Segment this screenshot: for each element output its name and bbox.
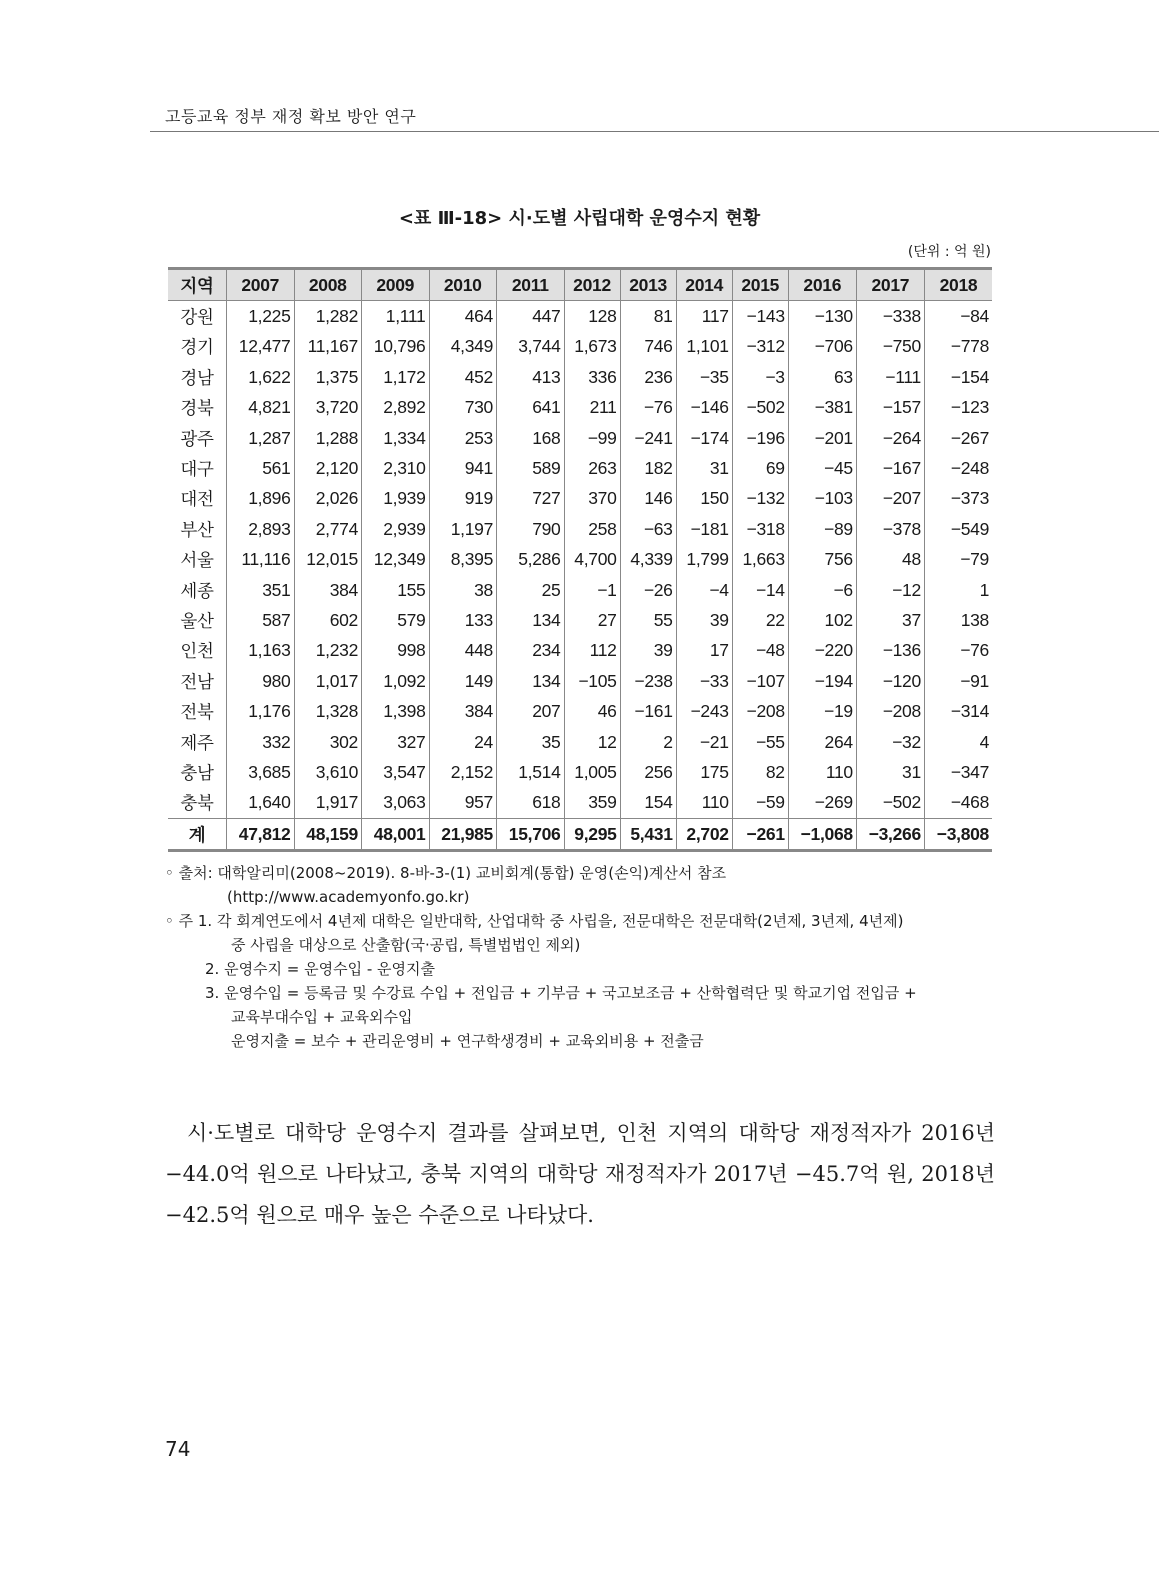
value-cell: 2,310 xyxy=(362,453,430,483)
total-value: 47,812 xyxy=(227,819,295,851)
value-cell: −238 xyxy=(620,666,676,696)
region-cell: 부산 xyxy=(168,514,227,544)
value-cell: 31 xyxy=(856,757,924,787)
value-cell: 175 xyxy=(676,757,732,787)
region-cell: 울산 xyxy=(168,605,227,635)
value-cell: 146 xyxy=(620,484,676,514)
value-cell: 336 xyxy=(564,362,620,392)
value-cell: −241 xyxy=(620,423,676,453)
value-cell: −1 xyxy=(564,575,620,605)
value-cell: −48 xyxy=(732,636,788,666)
value-cell: 82 xyxy=(732,757,788,787)
value-cell: 1,225 xyxy=(227,301,295,332)
total-value: 21,985 xyxy=(429,819,497,851)
value-cell: −76 xyxy=(620,393,676,423)
region-cell: 전남 xyxy=(168,666,227,696)
value-cell: 1,287 xyxy=(227,423,295,453)
value-cell: −314 xyxy=(924,696,992,726)
value-cell: 790 xyxy=(497,514,565,544)
header-region: 지역 xyxy=(168,269,227,301)
value-cell: 46 xyxy=(564,696,620,726)
value-cell: 3,063 xyxy=(362,788,430,819)
value-cell: −269 xyxy=(788,788,856,819)
value-cell: 1,328 xyxy=(294,696,362,726)
value-cell: 81 xyxy=(620,301,676,332)
value-cell: −208 xyxy=(856,696,924,726)
value-cell: −468 xyxy=(924,788,992,819)
note-3-expenditure: 운영지출 = 보수 + 관리운영비 + 연구학생경비 + 교육외비용 + 전출금 xyxy=(231,1032,704,1050)
region-cell: 경북 xyxy=(168,393,227,423)
value-cell: 4,349 xyxy=(429,332,497,362)
value-cell: 3,610 xyxy=(294,757,362,787)
value-cell: 149 xyxy=(429,666,497,696)
value-cell: 602 xyxy=(294,605,362,635)
value-cell: 5,286 xyxy=(497,545,565,575)
value-cell: −161 xyxy=(620,696,676,726)
value-cell: 2,152 xyxy=(429,757,497,787)
header-year: 2016 xyxy=(788,269,856,301)
value-cell: 579 xyxy=(362,605,430,635)
value-cell: −14 xyxy=(732,575,788,605)
value-cell: 941 xyxy=(429,453,497,483)
value-cell: 264 xyxy=(788,727,856,757)
value-cell: −91 xyxy=(924,666,992,696)
header-year: 2014 xyxy=(676,269,732,301)
value-cell: −105 xyxy=(564,666,620,696)
value-cell: −132 xyxy=(732,484,788,514)
value-cell: −248 xyxy=(924,453,992,483)
value-cell: 448 xyxy=(429,636,497,666)
value-cell: 447 xyxy=(497,301,565,332)
value-cell: 10,796 xyxy=(362,332,430,362)
value-cell: −12 xyxy=(856,575,924,605)
value-cell: 211 xyxy=(564,393,620,423)
value-cell: 727 xyxy=(497,484,565,514)
table-header-row xyxy=(168,269,992,301)
value-cell: −502 xyxy=(856,788,924,819)
value-cell: −338 xyxy=(856,301,924,332)
value-cell: −381 xyxy=(788,393,856,423)
region-cell: 서울 xyxy=(168,545,227,575)
region-cell: 경기 xyxy=(168,332,227,362)
value-cell: −130 xyxy=(788,301,856,332)
value-cell: 1,799 xyxy=(676,545,732,575)
value-cell: 17 xyxy=(676,636,732,666)
value-cell: 464 xyxy=(429,301,497,332)
value-cell: 8,395 xyxy=(429,545,497,575)
value-cell: −502 xyxy=(732,393,788,423)
value-cell: 128 xyxy=(564,301,620,332)
table-row xyxy=(168,332,992,362)
value-cell: −84 xyxy=(924,301,992,332)
value-cell: 134 xyxy=(497,605,565,635)
note-2: 2. 운영수지 = 운영수입 - 운영지출 xyxy=(205,960,436,978)
source-note: ◦ 출처: 대학알리미(2008~2019). 8-바-3-(1) 교비회계(통합) 운영(손익)계산서 참조 xyxy=(165,864,727,882)
region-cell: 경남 xyxy=(168,362,227,392)
value-cell: −35 xyxy=(676,362,732,392)
value-cell: 4 xyxy=(924,727,992,757)
value-cell: 182 xyxy=(620,453,676,483)
value-cell: 2,893 xyxy=(227,514,295,544)
value-cell: 31 xyxy=(676,453,732,483)
region-cell: 전북 xyxy=(168,696,227,726)
region-cell: 광주 xyxy=(168,423,227,453)
value-cell: 4,821 xyxy=(227,393,295,423)
value-cell: 1,017 xyxy=(294,666,362,696)
value-cell: −778 xyxy=(924,332,992,362)
table-row xyxy=(168,545,992,575)
value-cell: 134 xyxy=(497,666,565,696)
total-value: 15,706 xyxy=(497,819,565,851)
value-cell: 38 xyxy=(429,575,497,605)
table-row xyxy=(168,575,992,605)
value-cell: −201 xyxy=(788,423,856,453)
value-cell: 332 xyxy=(227,727,295,757)
value-cell: 1,176 xyxy=(227,696,295,726)
value-cell: 3,744 xyxy=(497,332,565,362)
value-cell: −21 xyxy=(676,727,732,757)
value-cell: −318 xyxy=(732,514,788,544)
value-cell: −706 xyxy=(788,332,856,362)
table-row xyxy=(168,301,992,332)
header-year: 2009 xyxy=(362,269,430,301)
region-cell: 충북 xyxy=(168,788,227,819)
total-value: 48,001 xyxy=(362,819,430,851)
region-cell: 대전 xyxy=(168,484,227,514)
value-cell: 1,232 xyxy=(294,636,362,666)
value-cell: 1,288 xyxy=(294,423,362,453)
value-cell: 12 xyxy=(564,727,620,757)
value-cell: −6 xyxy=(788,575,856,605)
value-cell: −107 xyxy=(732,666,788,696)
value-cell: 12,015 xyxy=(294,545,362,575)
value-cell: 35 xyxy=(497,727,565,757)
value-cell: 138 xyxy=(924,605,992,635)
value-cell: 370 xyxy=(564,484,620,514)
table-body xyxy=(168,301,992,851)
header-year: 2010 xyxy=(429,269,497,301)
value-cell: 730 xyxy=(429,393,497,423)
total-value: −261 xyxy=(732,819,788,851)
value-cell: −373 xyxy=(924,484,992,514)
value-cell: 587 xyxy=(227,605,295,635)
value-cell: 102 xyxy=(788,605,856,635)
value-cell: −220 xyxy=(788,636,856,666)
value-cell: −146 xyxy=(676,393,732,423)
note-1: ◦ 주 1. 각 회계연도에서 4년제 대학은 일반대학, 산업대학 중 사립을, 전문대학은 전문대학(2년제, 3년제, 4년제) xyxy=(165,912,904,930)
value-cell: 3,547 xyxy=(362,757,430,787)
value-cell: 234 xyxy=(497,636,565,666)
value-cell: 384 xyxy=(429,696,497,726)
header-year: 2017 xyxy=(856,269,924,301)
value-cell: −143 xyxy=(732,301,788,332)
value-cell: −136 xyxy=(856,636,924,666)
table-notes xyxy=(165,861,995,1053)
total-value: 2,702 xyxy=(676,819,732,851)
table-row xyxy=(168,484,992,514)
value-cell: 263 xyxy=(564,453,620,483)
value-cell: −174 xyxy=(676,423,732,453)
value-cell: −120 xyxy=(856,666,924,696)
value-cell: 48 xyxy=(856,545,924,575)
value-cell: −63 xyxy=(620,514,676,544)
header-year: 2011 xyxy=(497,269,565,301)
value-cell: 110 xyxy=(676,788,732,819)
value-cell: 24 xyxy=(429,727,497,757)
value-cell: 1,640 xyxy=(227,788,295,819)
total-value: −3,808 xyxy=(924,819,992,851)
value-cell: 756 xyxy=(788,545,856,575)
value-cell: 112 xyxy=(564,636,620,666)
header-year: 2018 xyxy=(924,269,992,301)
value-cell: −194 xyxy=(788,666,856,696)
table-row xyxy=(168,727,992,757)
value-cell: 63 xyxy=(788,362,856,392)
total-value: −3,266 xyxy=(856,819,924,851)
value-cell: 561 xyxy=(227,453,295,483)
value-cell: −347 xyxy=(924,757,992,787)
total-value: 48,159 xyxy=(294,819,362,851)
value-cell: 2,939 xyxy=(362,514,430,544)
table-row xyxy=(168,666,992,696)
value-cell: 39 xyxy=(676,605,732,635)
note-3: 3. 운영수입 = 등록금 및 수강료 수입 + 전입금 + 기부금 + 국고보조금 + 산학협력단 및 학교기업 전입금 + xyxy=(205,984,917,1002)
table-row xyxy=(168,423,992,453)
value-cell: 1,375 xyxy=(294,362,362,392)
value-cell: 4,700 xyxy=(564,545,620,575)
header-year: 2012 xyxy=(564,269,620,301)
value-cell: −89 xyxy=(788,514,856,544)
value-cell: 22 xyxy=(732,605,788,635)
value-cell: 957 xyxy=(429,788,497,819)
value-cell: 641 xyxy=(497,393,565,423)
value-cell: 1,514 xyxy=(497,757,565,787)
value-cell: 236 xyxy=(620,362,676,392)
value-cell: −378 xyxy=(856,514,924,544)
value-cell: 3,685 xyxy=(227,757,295,787)
value-cell: 25 xyxy=(497,575,565,605)
value-cell: 2,026 xyxy=(294,484,362,514)
value-cell: −26 xyxy=(620,575,676,605)
value-cell: 69 xyxy=(732,453,788,483)
value-cell: −103 xyxy=(788,484,856,514)
body-paragraph: 시·도별로 대학당 운영수지 결과를 살펴보면, 인천 지역의 대학당 재정적자가 2016년 −44.0억 원으로 나타났고, 충북 지역의 대학당 재정적자가 2017년 −45.7억 원, 2018년 −42.5억 원으로 매우 높은 수준으로 나타났다. xyxy=(165,1121,995,1227)
value-cell: 12,349 xyxy=(362,545,430,575)
region-cell: 대구 xyxy=(168,453,227,483)
value-cell: 2,120 xyxy=(294,453,362,483)
total-row xyxy=(168,819,992,851)
header-year: 2013 xyxy=(620,269,676,301)
value-cell: 2,892 xyxy=(362,393,430,423)
value-cell: 1,622 xyxy=(227,362,295,392)
operating-balance-table xyxy=(168,267,992,852)
header-year: 2007 xyxy=(227,269,295,301)
value-cell: 4,339 xyxy=(620,545,676,575)
value-cell: 1,111 xyxy=(362,301,430,332)
value-cell: 359 xyxy=(564,788,620,819)
value-cell: −123 xyxy=(924,393,992,423)
value-cell: 327 xyxy=(362,727,430,757)
table-row xyxy=(168,757,992,787)
value-cell: 256 xyxy=(620,757,676,787)
value-cell: −45 xyxy=(788,453,856,483)
source-url: (http://www.academyonfo.go.kr) xyxy=(227,888,470,906)
value-cell: −154 xyxy=(924,362,992,392)
value-cell: −196 xyxy=(732,423,788,453)
value-cell: 55 xyxy=(620,605,676,635)
value-cell: 12,477 xyxy=(227,332,295,362)
region-cell: 충남 xyxy=(168,757,227,787)
value-cell: 3,720 xyxy=(294,393,362,423)
value-cell: 1,163 xyxy=(227,636,295,666)
table-title: <표 Ⅲ-18> 시·도별 사립대학 운영수지 현황 xyxy=(398,208,761,229)
header-divider xyxy=(150,131,1159,132)
value-cell: −79 xyxy=(924,545,992,575)
total-value: 5,431 xyxy=(620,819,676,851)
value-cell: 1,101 xyxy=(676,332,732,362)
table-row xyxy=(168,605,992,635)
value-cell: 258 xyxy=(564,514,620,544)
value-cell: −167 xyxy=(856,453,924,483)
value-cell: 207 xyxy=(497,696,565,726)
value-cell: 452 xyxy=(429,362,497,392)
value-cell: 110 xyxy=(788,757,856,787)
value-cell: −111 xyxy=(856,362,924,392)
value-cell: 27 xyxy=(564,605,620,635)
value-cell: −33 xyxy=(676,666,732,696)
value-cell: 919 xyxy=(429,484,497,514)
value-cell: 253 xyxy=(429,423,497,453)
value-cell: −243 xyxy=(676,696,732,726)
value-cell: 155 xyxy=(362,575,430,605)
value-cell: −264 xyxy=(856,423,924,453)
note-3-continued: 교육부대수입 + 교육외수입 xyxy=(231,1008,413,1026)
value-cell: −59 xyxy=(732,788,788,819)
value-cell: 154 xyxy=(620,788,676,819)
value-cell: 39 xyxy=(620,636,676,666)
value-cell: 1,282 xyxy=(294,301,362,332)
value-cell: −32 xyxy=(856,727,924,757)
value-cell: 980 xyxy=(227,666,295,696)
value-cell: −4 xyxy=(676,575,732,605)
value-cell: 589 xyxy=(497,453,565,483)
value-cell: −157 xyxy=(856,393,924,423)
value-cell: −55 xyxy=(732,727,788,757)
value-cell: −181 xyxy=(676,514,732,544)
value-cell: 1,398 xyxy=(362,696,430,726)
value-cell: 133 xyxy=(429,605,497,635)
table-row xyxy=(168,393,992,423)
value-cell: 998 xyxy=(362,636,430,666)
region-cell: 강원 xyxy=(168,301,227,332)
table-row xyxy=(168,788,992,819)
total-value: −1,068 xyxy=(788,819,856,851)
header-year: 2008 xyxy=(294,269,362,301)
value-cell: 11,116 xyxy=(227,545,295,575)
table-row xyxy=(168,453,992,483)
value-cell: −3 xyxy=(732,362,788,392)
value-cell: 37 xyxy=(856,605,924,635)
value-cell: −750 xyxy=(856,332,924,362)
value-cell: 746 xyxy=(620,332,676,362)
value-cell: 302 xyxy=(294,727,362,757)
value-cell: 168 xyxy=(497,423,565,453)
table-row xyxy=(168,362,992,392)
note-1-continued: 중 사립을 대상으로 산출함(국·공립, 특별법법인 제외) xyxy=(231,936,581,954)
value-cell: −312 xyxy=(732,332,788,362)
value-cell: 413 xyxy=(497,362,565,392)
value-cell: 150 xyxy=(676,484,732,514)
value-cell: 1,334 xyxy=(362,423,430,453)
value-cell: 1,092 xyxy=(362,666,430,696)
value-cell: 1,005 xyxy=(564,757,620,787)
value-cell: 11,167 xyxy=(294,332,362,362)
value-cell: −208 xyxy=(732,696,788,726)
value-cell: 1,896 xyxy=(227,484,295,514)
table-row xyxy=(168,636,992,666)
value-cell: 1 xyxy=(924,575,992,605)
value-cell: −76 xyxy=(924,636,992,666)
page-number: 74 xyxy=(165,1437,191,1461)
table-row xyxy=(168,696,992,726)
value-cell: −267 xyxy=(924,423,992,453)
value-cell: −207 xyxy=(856,484,924,514)
value-cell: 384 xyxy=(294,575,362,605)
value-cell: 117 xyxy=(676,301,732,332)
value-cell: 1,939 xyxy=(362,484,430,514)
unit-label: (단위 : 억 원) xyxy=(907,244,991,260)
value-cell: 1,917 xyxy=(294,788,362,819)
value-cell: 618 xyxy=(497,788,565,819)
value-cell: 1,663 xyxy=(732,545,788,575)
value-cell: 1,197 xyxy=(429,514,497,544)
region-cell: 세종 xyxy=(168,575,227,605)
region-cell: 제주 xyxy=(168,727,227,757)
value-cell: 2,774 xyxy=(294,514,362,544)
header-year: 2015 xyxy=(732,269,788,301)
value-cell: −19 xyxy=(788,696,856,726)
value-cell: 351 xyxy=(227,575,295,605)
total-label: 계 xyxy=(168,819,227,851)
value-cell: −99 xyxy=(564,423,620,453)
running-head: 고등교육 정부 재정 확보 방안 연구 xyxy=(165,107,417,126)
table-row xyxy=(168,514,992,544)
value-cell: 2 xyxy=(620,727,676,757)
value-cell: −549 xyxy=(924,514,992,544)
region-cell: 인천 xyxy=(168,636,227,666)
total-value: 9,295 xyxy=(564,819,620,851)
value-cell: 1,172 xyxy=(362,362,430,392)
value-cell: 1,673 xyxy=(564,332,620,362)
